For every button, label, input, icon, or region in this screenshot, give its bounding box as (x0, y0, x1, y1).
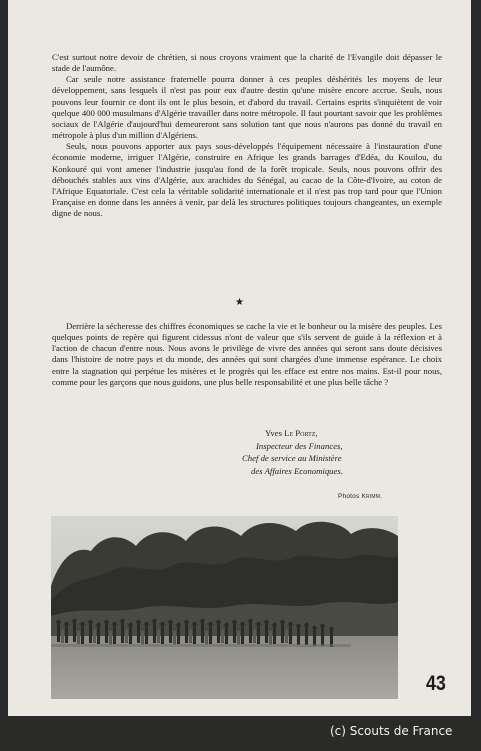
author-last-name: Le Portz, (284, 428, 318, 438)
author-position: Chef de service au Ministère (242, 453, 342, 463)
paragraph: Derrière la sécheresse des chiffres économiques se cache la vie et le bonheur ou la misère des peuples. Les quelques points de repère qui figurent cidessus n'ont de valeur que s'ils servent de guide à la réflexion et à l'action de chacun d'entre nous. Nous avons le privilège de vivre des années qui seront sans doute décisives dans l'histoire de notre pays et du monde, des années qui sont chargées d'une immense espérance. Le choix entre la stagnation qui perpétue les misères et le progrès qui les efface est entre nos mains. Est-il pour nous, comme pour les garçons que nous guidons, une plus belle responsabilité et une plus belle tâche ? (52, 321, 442, 387)
author-title: Inspecteur des Finances, (256, 440, 343, 451)
section-separator-star: ★ (235, 297, 244, 308)
scouts-photo (51, 516, 398, 699)
paragraph: Car seule notre assistance fraternelle pourra donner à ces peuples déshérités les moyens de leur développement, sans lesquels il n'est pas pour eux d'autre destin qu'une misère encore accrue. Seuls, nous pouvons leur fournir ce dont ils ont le plus besoin, et d'abord du travail. Certains esprits s'inquiètent de voir quelque 400 000 musulmans d'Algérie travailler dans notre métropole. Il faut pourtant savoir que les problèmes sociaux de l'Algérie d'aujourd'hui demeureront sans solution tant que nous n'aurons pas donné du travail en métropole à plus d'un million d'Algériens. (52, 74, 442, 141)
document-page (8, 0, 471, 716)
copyright-watermark: (c) Scouts de France (330, 724, 453, 738)
paragraph: C'est surtout notre devoir de chrétien, si nous croyons vraiment que la charité de l'Evangile doit dépasser le stade de l'aumône. (52, 52, 442, 74)
photo-credit-name: Krimm. (361, 493, 383, 500)
author-name (238, 427, 458, 440)
photo-illustration (51, 516, 398, 699)
author-signature (238, 427, 458, 477)
author-ministry: des Affaires Economiques. (251, 465, 343, 476)
article-text-bottom (52, 321, 442, 388)
page-number: 43 (426, 672, 446, 695)
paragraph: Seuls, nous pouvons apporter aux pays sous-développés l'équipement nécessaire à l'instauration d'une économie moderne, irriguer l'Algérie, construire en Afrique les grands barrages d'Edéa, du Kouilou, du Konkouré qui vont amener l'industrie jusqu'au fond de la forêt tropicale. Seuls, nous pouvons offrir des débouchés stables aux vins d'Algérie, aux arachides du Sénégal, au cacao de la Côte-d'Ivoire, au coton de l'Afrique Equatoriale. C'est cela la véritable solidarité internationale et il n'est pas trop tard pour que l'Union Française en donne dans les années à venir, par delà les structures politiques toujours changeantes, un exemple digne de nous. (52, 141, 442, 219)
article-text-top (52, 52, 442, 219)
photo-credit (338, 493, 382, 500)
author-first-name: Yves (265, 428, 285, 438)
photo-credit-prefix: Photos (338, 493, 362, 500)
